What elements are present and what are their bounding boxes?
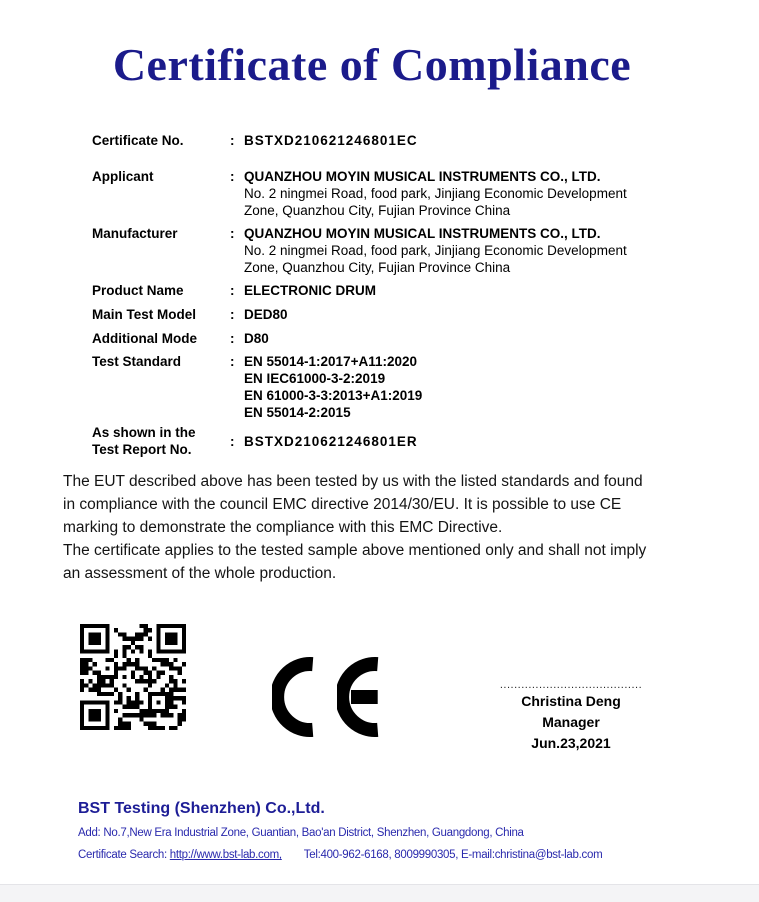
ce-letter-e — [337, 657, 381, 737]
field-label: Main Test Model — [92, 307, 197, 322]
field-label: Applicant — [92, 169, 154, 184]
field-row-main-test-model — [92, 306, 692, 323]
footer-contact-line — [78, 849, 698, 861]
field-label-line2: Test Report No. — [92, 442, 192, 457]
main-test-model-value: DED80 — [244, 307, 288, 322]
signer-name: Christina Deng — [521, 693, 621, 709]
field-row-manufacturer — [92, 225, 692, 276]
field-row-additional-mode — [92, 330, 692, 347]
manufacturer-company: QUANZHOU MOYIN MUSICAL INSTRUMENTS CO., LTD. — [244, 226, 601, 241]
additional-mode-value: D80 — [244, 331, 269, 346]
statement-line: marking to demonstrate the compliance with this EMC Directive. — [63, 519, 503, 536]
lab-address: Add: No.7,New Era Industrial Zone, Guantian, Bao'an District, Shenzhen, Guangdong, China — [78, 827, 524, 839]
lab-contact-info: Tel:400-962-6168, 8009990305, E-mail:christina@bst-lab.com — [303, 849, 603, 861]
certificate-number: BSTXD210621246801EC — [244, 133, 418, 148]
field-row-certificate-no — [92, 132, 692, 149]
colon-separator: : — [230, 433, 235, 449]
field-row-test-report — [92, 424, 692, 458]
statement-line: an assessment of the whole production. — [63, 565, 337, 582]
test-report-number: BSTXD210621246801ER — [244, 433, 418, 449]
ce-mark-icon — [272, 657, 381, 737]
field-label-line1: As shown in the — [92, 425, 196, 440]
colon-separator: : — [230, 169, 235, 184]
test-standard-line: EN 61000-3-3:2013+A1:2019 — [244, 388, 423, 403]
statement-line: The certificate applies to the tested sample above mentioned only and shall not imply — [63, 542, 647, 559]
product-name-value: ELECTRONIC DRUM — [244, 283, 376, 298]
field-label: Product Name — [92, 283, 184, 298]
certificate-search-label: Certificate Search: — [78, 849, 170, 861]
applicant-company: QUANZHOU MOYIN MUSICAL INSTRUMENTS CO., LTD. — [244, 169, 601, 184]
field-label: Certificate No. — [92, 133, 184, 148]
compliance-statement — [63, 470, 711, 585]
colon-separator: : — [230, 226, 235, 241]
test-standard-line: EN IEC61000-3-2:2019 — [244, 371, 386, 386]
manufacturer-address-line1: No. 2 ningmei Road, food park, Jinjiang Economic Development — [244, 243, 627, 258]
field-row-product-name — [92, 282, 692, 299]
statement-line: in compliance with the council EMC directive 2014/30/EU. It is possible to use CE — [63, 496, 622, 513]
statement-line: The EUT described above has been tested by us with the listed standards and found — [63, 473, 643, 490]
field-row-test-standard — [92, 353, 692, 421]
colon-separator: : — [230, 331, 235, 346]
lab-company-name: BST Testing (Shenzhen) Co.,Ltd. — [78, 800, 325, 817]
qr-code — [80, 624, 186, 730]
signature-block — [478, 680, 664, 754]
colon-separator: : — [230, 354, 235, 369]
colon-separator: : — [230, 307, 235, 322]
ce-letter-c — [272, 657, 316, 737]
applicant-address-line2: Zone, Quanzhou City, Fujian Province China — [244, 203, 511, 218]
field-label: Additional Mode — [92, 331, 197, 346]
field-row-applicant — [92, 168, 692, 219]
signature-date: Jun.23,2021 — [531, 735, 611, 751]
page-title: Certificate of Compliance — [112, 39, 632, 90]
page-edge — [0, 884, 759, 902]
signature-dotted-line: ........................................ — [499, 680, 643, 691]
certificate-fields — [92, 132, 692, 458]
certificate-search-link[interactable]: http://www.bst-lab.com, — [169, 849, 282, 861]
footer — [78, 800, 698, 861]
manufacturer-address-line2: Zone, Quanzhou City, Fujian Province China — [244, 260, 511, 275]
field-label: Manufacturer — [92, 226, 178, 241]
colon-separator: : — [230, 133, 235, 148]
applicant-address-line1: No. 2 ningmei Road, food park, Jinjiang Economic Development — [244, 186, 627, 201]
colon-separator: : — [230, 283, 235, 298]
test-standard-line: EN 55014-2:2015 — [244, 405, 351, 420]
test-standard-line: EN 55014-1:2017+A11:2020 — [244, 354, 418, 369]
signer-role: Manager — [542, 714, 600, 730]
field-label: Test Standard — [92, 354, 182, 369]
